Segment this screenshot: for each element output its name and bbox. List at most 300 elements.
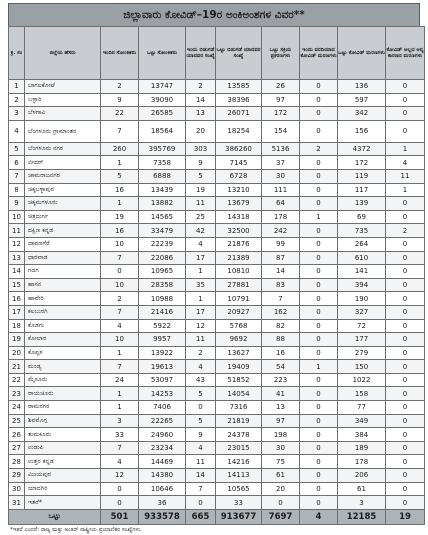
today-discharged-cell: 11 [186, 455, 216, 469]
total-cases-cell: 14380 [139, 469, 186, 483]
total-discharged-cell: 19409 [216, 360, 262, 374]
district-name-cell: ಬೆಂಗಳೂರು ನಗರ [25, 142, 101, 156]
total-discharged-cell: 6728 [216, 169, 262, 183]
today-discharged-cell: 25 [186, 210, 216, 224]
today-discharged-cell: 35 [186, 278, 216, 292]
today-discharged-cell: 17 [186, 305, 216, 319]
total-deaths-cell: 3 [338, 496, 386, 510]
district-name-cell: ಚಿಕ್ಕಬಳ್ಳಾಪುರ [25, 183, 101, 197]
total-today-cases: 501 [101, 509, 139, 524]
today-cases-cell: 33 [101, 428, 139, 442]
table-row [9, 469, 425, 483]
today-deaths-cell: 0 [300, 373, 338, 387]
total-deaths-cell: 1022 [338, 373, 386, 387]
non-covid-deaths-cell: 0 [386, 237, 425, 251]
today-deaths-cell: 0 [300, 120, 338, 142]
header-serial: ಕ್ರ. ಸಂ [9, 27, 25, 80]
total-deaths-cell: 150 [338, 360, 386, 374]
today-deaths-cell: 0 [300, 387, 338, 401]
district-name-cell: ಕೊಪ್ಪಳ [25, 346, 101, 360]
today-deaths-cell: 0 [300, 428, 338, 442]
today-discharged-cell: 4 [186, 360, 216, 374]
total-discharged-cell: 13585 [216, 80, 262, 94]
active-cases-cell: 13 [262, 401, 300, 415]
district-name-cell: ಚಿತ್ರದುರ್ಗ [25, 210, 101, 224]
today-cases-cell: 0 [101, 496, 139, 510]
total-deaths-cell: 136 [338, 80, 386, 94]
table-row [9, 142, 425, 156]
active-cases-cell: 242 [262, 224, 300, 238]
today-deaths-cell: 1 [300, 210, 338, 224]
today-discharged-cell: 4 [186, 441, 216, 455]
table-row [9, 80, 425, 94]
total-cases-cell: 53097 [139, 373, 186, 387]
total-cases-cell: 6888 [139, 169, 186, 183]
total-cases-cell: 5922 [139, 319, 186, 333]
today-deaths-cell: 0 [300, 333, 338, 347]
total-discharged-cell: 14113 [216, 469, 262, 483]
today-discharged-cell: 14 [186, 93, 216, 107]
total-cases-cell: 26585 [139, 107, 186, 121]
serial-cell: 9 [9, 197, 25, 211]
today-cases-cell: 1 [101, 387, 139, 401]
non-covid-deaths-cell: 0 [386, 292, 425, 306]
total-discharged-cell: 33 [216, 496, 262, 510]
district-name-cell: ಬೀದರ್ [25, 156, 101, 170]
total-cases-cell: 9957 [139, 333, 186, 347]
table-row [9, 346, 425, 360]
total-deaths-cell: 141 [338, 265, 386, 279]
serial-cell: 3 [9, 107, 25, 121]
district-name-cell: ಮೈಸೂರು [25, 373, 101, 387]
total-discharged-cell: 5768 [216, 319, 262, 333]
non-covid-deaths-cell: 0 [386, 210, 425, 224]
district-name-cell: ವಿಜಯಪುರ [25, 469, 101, 483]
total-cases-cell: 33479 [139, 224, 186, 238]
district-name-cell: ಮಂಡ್ಯ [25, 360, 101, 374]
total-deaths-cell: 119 [338, 169, 386, 183]
today-discharged-cell: 20 [186, 120, 216, 142]
non-covid-deaths-cell: 0 [386, 482, 425, 496]
active-cases-cell: 20 [262, 482, 300, 496]
non-covid-deaths-cell: 1 [386, 183, 425, 197]
table-row [9, 210, 425, 224]
table-row [9, 278, 425, 292]
serial-cell: 10 [9, 210, 25, 224]
today-discharged-cell: 0 [186, 401, 216, 415]
today-deaths-cell: 0 [300, 346, 338, 360]
serial-cell: 7 [9, 169, 25, 183]
today-deaths-cell: 0 [300, 278, 338, 292]
today-discharged-cell: 12 [186, 319, 216, 333]
today-cases-cell: 1 [101, 156, 139, 170]
today-discharged-cell: 1 [186, 265, 216, 279]
today-discharged-cell: 303 [186, 142, 216, 156]
district-name-cell: ಕಲಬುರಗಿ [25, 305, 101, 319]
non-covid-deaths-cell: 0 [386, 401, 425, 415]
non-covid-deaths-cell: 0 [386, 93, 425, 107]
today-cases-cell: 19 [101, 210, 139, 224]
district-name-cell: ಹಾಸನ [25, 278, 101, 292]
today-cases-cell: 7 [101, 305, 139, 319]
today-deaths-cell: 0 [300, 482, 338, 496]
total-cases-cell: 13439 [139, 183, 186, 197]
total-cases-cell: 7406 [139, 401, 186, 415]
non-covid-deaths-cell: 0 [386, 441, 425, 455]
today-deaths-cell: 0 [300, 441, 338, 455]
active-cases-cell: 75 [262, 455, 300, 469]
total-deaths-cell: 342 [338, 107, 386, 121]
total-discharged-cell: 23015 [216, 441, 262, 455]
total-cases-cell: 24960 [139, 428, 186, 442]
table-row [9, 333, 425, 347]
header-total-cases: ಒಟ್ಟು ಸೋಂಕಿತರು [139, 27, 186, 80]
total-discharged-cell: 10810 [216, 265, 262, 279]
serial-cell: 1 [9, 80, 25, 94]
table-row [9, 292, 425, 306]
serial-cell: 23 [9, 387, 25, 401]
district-name-cell: ಬೆಳಗಾವಿ [25, 107, 101, 121]
total-deaths-cell: 597 [338, 93, 386, 107]
today-discharged-cell: 5 [186, 169, 216, 183]
active-cases-cell: 172 [262, 107, 300, 121]
district-name-cell: ಶಿವಮೊಗ್ಗ [25, 414, 101, 428]
today-discharged-cell: 19 [186, 183, 216, 197]
total-discharged-cell: 51852 [216, 373, 262, 387]
non-covid-deaths-cell: 11 [386, 169, 425, 183]
total-cases-cell: 18564 [139, 120, 186, 142]
today-cases-cell: 7 [101, 360, 139, 374]
today-cases-cell: 0 [101, 482, 139, 496]
serial-cell: 15 [9, 278, 25, 292]
non-covid-deaths-cell: 0 [386, 265, 425, 279]
today-discharged-cell: 11 [186, 333, 216, 347]
today-deaths-cell: 0 [300, 305, 338, 319]
today-discharged-cell: 42 [186, 224, 216, 238]
non-covid-deaths-cell: 0 [386, 496, 425, 510]
today-deaths-cell: 1 [300, 360, 338, 374]
total-discharged-cell: 14318 [216, 210, 262, 224]
table-row [9, 414, 425, 428]
table-row [9, 360, 425, 374]
active-cases-cell: 154 [262, 120, 300, 142]
serial-cell: 26 [9, 428, 25, 442]
header-active-cases: ಒಟ್ಟು ಸಕ್ರಿಯ ಪ್ರಕರಣಗಳು [262, 27, 300, 80]
table-row [9, 237, 425, 251]
active-cases-cell: 97 [262, 93, 300, 107]
total-discharged-cell: 10791 [216, 292, 262, 306]
serial-cell: 6 [9, 156, 25, 170]
today-discharged-cell: 17 [186, 251, 216, 265]
non-covid-deaths-cell: 0 [386, 107, 425, 121]
total-cases-cell: 14469 [139, 455, 186, 469]
district-name-cell: ಹಾವೇರಿ [25, 292, 101, 306]
table-row [9, 183, 425, 197]
total-discharged-cell: 32500 [216, 224, 262, 238]
table-row [9, 305, 425, 319]
non-covid-deaths-cell: 4 [386, 156, 425, 170]
active-cases-cell: 7 [262, 292, 300, 306]
today-deaths-cell: 0 [300, 265, 338, 279]
today-cases-cell: 4 [101, 319, 139, 333]
table-row [9, 319, 425, 333]
table-row [9, 224, 425, 238]
active-cases-cell: 61 [262, 469, 300, 483]
total-deaths-cell: 172 [338, 156, 386, 170]
total-cases-cell: 19613 [139, 360, 186, 374]
active-cases-cell: 5136 [262, 142, 300, 156]
non-covid-deaths-cell: 1 [386, 142, 425, 156]
total-discharged-cell: 24378 [216, 428, 262, 442]
non-covid-deaths-cell: 0 [386, 414, 425, 428]
today-cases-cell: 7 [101, 441, 139, 455]
total-deaths-cell: 72 [338, 319, 386, 333]
total-discharged-cell: 21819 [216, 414, 262, 428]
serial-cell: 31 [9, 496, 25, 510]
total-cases-cell: 13922 [139, 346, 186, 360]
district-name-cell: ರಾಮನಗರ [25, 401, 101, 415]
total-cases-cell: 10965 [139, 265, 186, 279]
serial-cell: 12 [9, 237, 25, 251]
table-row [9, 373, 425, 387]
total-discharged-cell: 9692 [216, 333, 262, 347]
total-deaths-cell: 117 [338, 183, 386, 197]
total-cases-cell: 13882 [139, 197, 186, 211]
non-covid-deaths-cell: 0 [386, 455, 425, 469]
footnote: *ಇತರೆ ಎಂದರೆ: ರಾಜ್ಯ ಮತ್ತು ಅಂತರ್ ರಾಷ್ಟ್ರೀಯ ಪ್ರಯಾಣಿಕರ ಸಂಖ್ಯೆಗಳು. [10, 526, 142, 533]
table-row [9, 107, 425, 121]
district-name-cell: ದಕ್ಷಿಣ ಕನ್ನಡ [25, 224, 101, 238]
today-cases-cell: 1 [101, 401, 139, 415]
today-cases-cell: 4 [101, 455, 139, 469]
total-deaths-cell: 4372 [338, 142, 386, 156]
total-today-discharged: 665 [186, 509, 216, 524]
totals-row [9, 509, 425, 524]
today-deaths-cell: 0 [300, 455, 338, 469]
non-covid-deaths-cell: 0 [386, 80, 425, 94]
active-cases-cell: 30 [262, 169, 300, 183]
total-deaths-cell: 189 [338, 441, 386, 455]
header-today-discharged: ಇಂದು ಬಿಡುಗಡೆ ಯಾದವರ ಸಂಖ್ಯೆ [186, 27, 216, 80]
today-deaths-cell: 0 [300, 237, 338, 251]
district-name-cell: ಚಾಮರಾಜನಗರ [25, 169, 101, 183]
totals-label: ಒಟ್ಟು [9, 509, 101, 524]
district-name-cell: ಕೋಲಾರ [25, 333, 101, 347]
serial-cell: 14 [9, 265, 25, 279]
today-cases-cell: 24 [101, 373, 139, 387]
today-cases-cell: 260 [101, 142, 139, 156]
header-row [9, 27, 425, 80]
table-row [9, 265, 425, 279]
active-cases-cell: 83 [262, 278, 300, 292]
today-discharged-cell: 9 [186, 156, 216, 170]
today-deaths-cell: 0 [300, 319, 338, 333]
total-cases-cell: 23234 [139, 441, 186, 455]
total-discharged-cell: 13679 [216, 197, 262, 211]
serial-cell: 28 [9, 455, 25, 469]
header-district: ಜಿಲ್ಲೆಯ ಹೆಸರು [25, 27, 101, 80]
total-cases-cell: 7358 [139, 156, 186, 170]
total-deaths-cell: 156 [338, 120, 386, 142]
district-name-cell: ಉಡುಪಿ [25, 441, 101, 455]
today-discharged-cell: 2 [186, 80, 216, 94]
non-covid-deaths-cell: 0 [386, 305, 425, 319]
non-covid-deaths-cell: 0 [386, 333, 425, 347]
today-deaths-cell: 0 [300, 469, 338, 483]
header-total-deaths: ಒಟ್ಟು ಕೋವಿಡ್ ಮರಣಗಳು [338, 27, 386, 80]
today-discharged-cell: 4 [186, 237, 216, 251]
today-deaths-cell: 0 [300, 107, 338, 121]
total-deaths: 12185 [338, 509, 386, 524]
total-discharged-cell: 14054 [216, 387, 262, 401]
today-discharged-cell: 5 [186, 387, 216, 401]
total-discharged: 913677 [216, 509, 262, 524]
total-deaths-cell: 735 [338, 224, 386, 238]
today-discharged-cell: 7 [186, 482, 216, 496]
today-cases-cell: 12 [101, 469, 139, 483]
serial-cell: 19 [9, 333, 25, 347]
non-covid-deaths-cell: 0 [386, 251, 425, 265]
serial-cell: 11 [9, 224, 25, 238]
non-covid-deaths-cell: 0 [386, 319, 425, 333]
active-cases-cell: 87 [262, 251, 300, 265]
total-cases-cell: 21416 [139, 305, 186, 319]
serial-cell: 5 [9, 142, 25, 156]
active-cases-cell: 37 [262, 156, 300, 170]
total-active: 7697 [262, 509, 300, 524]
total-discharged-cell: 386260 [216, 142, 262, 156]
today-deaths-cell: 0 [300, 496, 338, 510]
today-discharged-cell: 43 [186, 373, 216, 387]
header-today-deaths: ಇಂದು ವರದಿಯಾದ ಕೋವಿಡ್ ಮರಣಗಳು [300, 27, 338, 80]
today-deaths-cell: 0 [300, 93, 338, 107]
today-deaths-cell: 0 [300, 292, 338, 306]
today-cases-cell: 2 [101, 80, 139, 94]
serial-cell: 18 [9, 319, 25, 333]
total-deaths-cell: 139 [338, 197, 386, 211]
table-row [9, 401, 425, 415]
district-name-cell: ಬಾಗಲಕೋಟೆ [25, 80, 101, 94]
total-deaths-cell: 158 [338, 387, 386, 401]
total-deaths-cell: 69 [338, 210, 386, 224]
total-deaths-cell: 327 [338, 305, 386, 319]
total-cases-cell: 39090 [139, 93, 186, 107]
serial-cell: 8 [9, 183, 25, 197]
total-discharged-cell: 14216 [216, 455, 262, 469]
total-deaths-cell: 349 [338, 414, 386, 428]
non-covid-deaths-cell: 0 [386, 360, 425, 374]
today-discharged-cell: 13 [186, 107, 216, 121]
total-discharged-cell: 7145 [216, 156, 262, 170]
serial-cell: 30 [9, 482, 25, 496]
today-discharged-cell: 9 [186, 428, 216, 442]
serial-cell: 16 [9, 292, 25, 306]
total-deaths-cell: 394 [338, 278, 386, 292]
total-discharged-cell: 26071 [216, 107, 262, 121]
table-row [9, 197, 425, 211]
serial-cell: 22 [9, 373, 25, 387]
today-cases-cell: 3 [101, 414, 139, 428]
active-cases-cell: 14 [262, 265, 300, 279]
total-discharged-cell: 21389 [216, 251, 262, 265]
district-name-cell: ಗದಗ [25, 265, 101, 279]
active-cases-cell: 16 [262, 346, 300, 360]
active-cases-cell: 26 [262, 80, 300, 94]
district-name-cell: ಬಳ್ಳಾರಿ [25, 93, 101, 107]
serial-cell: 29 [9, 469, 25, 483]
active-cases-cell: 41 [262, 387, 300, 401]
total-discharged-cell: 21876 [216, 237, 262, 251]
active-cases-cell: 54 [262, 360, 300, 374]
today-discharged-cell: 5 [186, 414, 216, 428]
active-cases-cell: 0 [262, 496, 300, 510]
table-title: ಜಿಲ್ಲಾವಾರು ಕೋವಿಡ್–19ರ ಅಂಕಿಅಂಶಗಳ ವಿವರ** [8, 3, 420, 26]
today-discharged-cell: 2 [186, 346, 216, 360]
non-covid-deaths-cell: 0 [386, 469, 425, 483]
today-cases-cell: 1 [101, 346, 139, 360]
total-cases: 933578 [139, 509, 186, 524]
total-discharged-cell: 13210 [216, 183, 262, 197]
total-discharged-cell: 27881 [216, 278, 262, 292]
non-covid-deaths-cell: 0 [386, 197, 425, 211]
table-row [9, 387, 425, 401]
total-cases-cell: 28358 [139, 278, 186, 292]
active-cases-cell: 162 [262, 305, 300, 319]
today-deaths-cell: 2 [300, 142, 338, 156]
total-deaths-cell: 610 [338, 251, 386, 265]
total-cases-cell: 22086 [139, 251, 186, 265]
today-cases-cell: 5 [101, 169, 139, 183]
today-deaths-cell: 0 [300, 169, 338, 183]
total-cases-cell: 14565 [139, 210, 186, 224]
total-non-covid-deaths: 19 [386, 509, 425, 524]
today-cases-cell: 7 [101, 251, 139, 265]
district-name-cell: ಕೊಡಗು [25, 319, 101, 333]
today-cases-cell: 16 [101, 183, 139, 197]
today-discharged-cell: 14 [186, 469, 216, 483]
today-deaths-cell: 0 [300, 183, 338, 197]
table-row [9, 455, 425, 469]
district-name-cell: ಯಾದಗಿರಿ [25, 482, 101, 496]
total-discharged-cell: 38396 [216, 93, 262, 107]
non-covid-deaths-cell: 0 [386, 373, 425, 387]
serial-cell: 27 [9, 441, 25, 455]
table-row [9, 93, 425, 107]
table-row [9, 496, 425, 510]
today-cases-cell: 16 [101, 224, 139, 238]
active-cases-cell: 178 [262, 210, 300, 224]
total-cases-cell: 14253 [139, 387, 186, 401]
total-discharged-cell: 7316 [216, 401, 262, 415]
serial-cell: 20 [9, 346, 25, 360]
today-discharged-cell: 0 [186, 496, 216, 510]
district-name-cell: ಬೆಂಗಳೂರು ಗ್ರಾಮಾಂತರ [25, 120, 101, 142]
district-name-cell: ಚಿಕ್ಕಮಗಳೂರು [25, 197, 101, 211]
total-cases-cell: 395769 [139, 142, 186, 156]
total-cases-cell: 22265 [139, 414, 186, 428]
today-deaths-cell: 0 [300, 224, 338, 238]
non-covid-deaths-cell: 0 [386, 346, 425, 360]
serial-cell: 2 [9, 93, 25, 107]
header-today-cases: ಇಂದಿನ ಸೋಂಕಿತರು [101, 27, 139, 80]
today-cases-cell: 10 [101, 333, 139, 347]
non-covid-deaths-cell: 2 [386, 224, 425, 238]
serial-cell: 24 [9, 401, 25, 415]
today-deaths-cell: 0 [300, 251, 338, 265]
total-deaths-cell: 177 [338, 333, 386, 347]
today-discharged-cell: 1 [186, 292, 216, 306]
table-row [9, 441, 425, 455]
